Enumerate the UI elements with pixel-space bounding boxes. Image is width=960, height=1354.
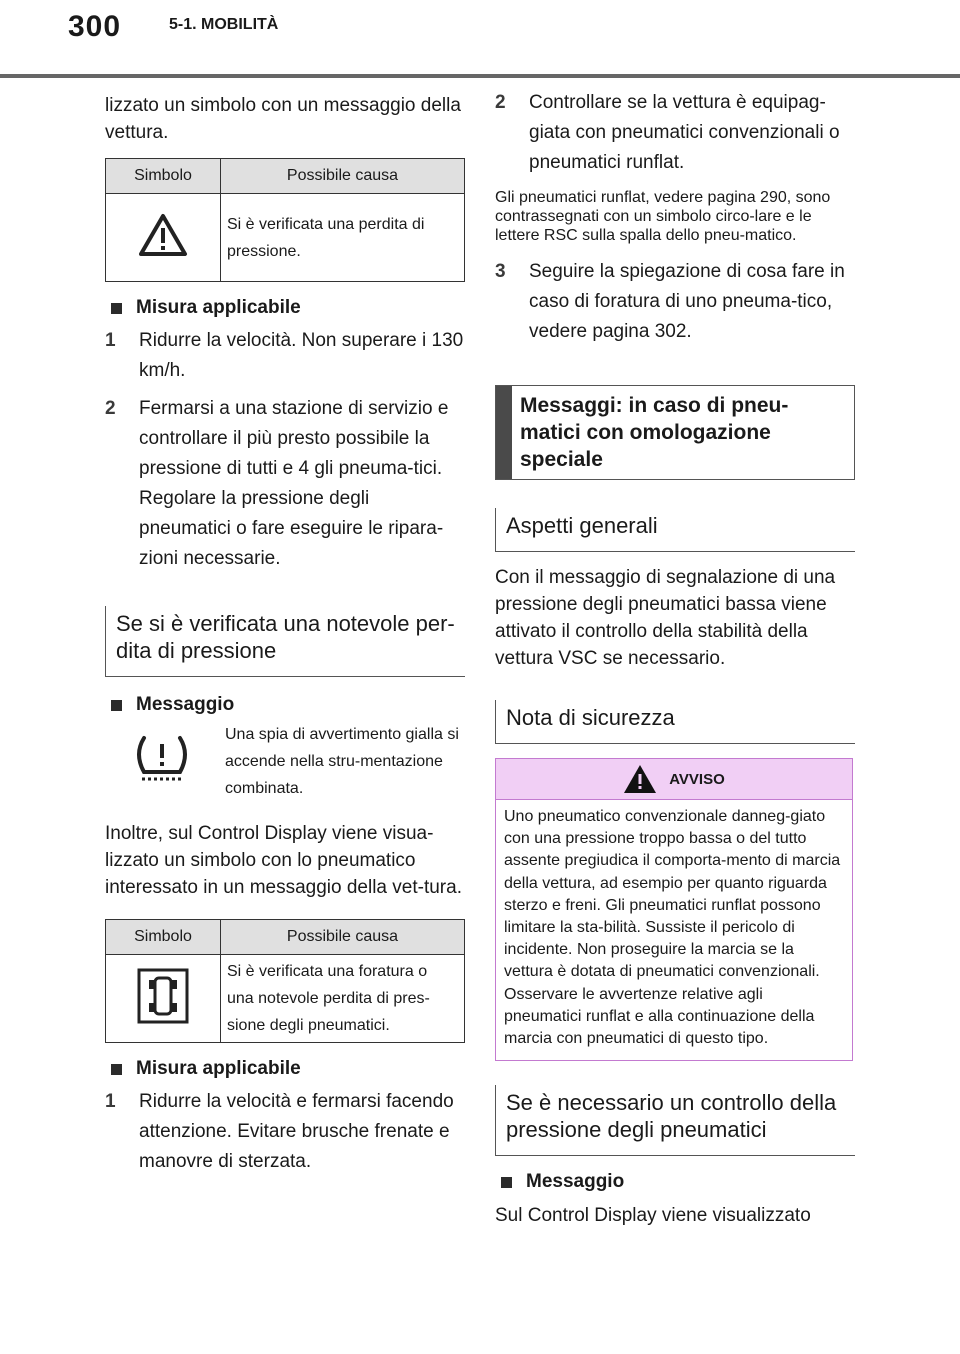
square-bullet-icon [111,1064,122,1075]
symbol-table-1 [105,158,465,282]
car-tire-top-view-icon [137,968,189,1024]
step-item: 1 Ridurre la velocità e fermarsi facendo attenzione. Evitare brusche frenate e manovre di sterzata. [105,1091,454,1172]
left-column [105,88,465,1177]
cause-cell: Si è verificata una foratura o una notevole perdita di pres-sione degli pneumatici. [221,955,465,1043]
warning-label: AVVISO [669,770,725,788]
measure-heading-2: Misura applicabile [105,1057,465,1081]
section-box-messages [495,385,855,480]
cause-cell: Si è verificata una perdita di pressione. [221,194,465,282]
col-cause: Possibile causa [221,159,465,194]
message-text: Una spia di avvertimento gialla si accende nella stru-mentazione combinata. [225,726,459,797]
section-box-title: Messaggi: in caso di pneu-matici con omologazione speciale [519,394,789,471]
square-bullet-icon [501,1177,512,1188]
square-bullet-icon [111,303,122,314]
after-message-text: Inoltre, sul Control Display viene visua-lizzato un simbolo con lo pneumatico interessato in un messaggio della vet-tura. [105,823,462,898]
message-heading: Messaggio [105,693,465,717]
measure-steps-1 [105,326,465,574]
page-header [0,0,960,80]
section-heading-check: Se è necessario un controllo della pressione degli pneumatici [495,1085,855,1156]
message-row [105,721,465,802]
chapter-title: 5-1. MOBILITÀ [169,16,279,33]
step-item: 2 Fermarsi a una stazione di servizio e controllare il più presto possibile la pressione di tutti e 4 gli pneuma-tici. Regolare la pressione degli pneumatici o fare eseguire le ripara-zioni necessarie. [105,398,449,569]
step-item: 3 Seguire la spiegazione di cosa fare in caso di foratura di uno pneuma-tico, vedere pagina 302. [495,261,845,342]
warning-header [496,759,852,800]
tire-pressure-warning-icon [130,732,194,786]
general-text: Con il messaggio di segnalazione di una pressione degli pneumatici bassa viene attivato il controllo della stabilità della vettura VSC se necessario. [495,567,836,669]
symbol-table-2 [105,919,465,1043]
measure-steps-2 [105,1087,465,1177]
step-item: 2 Controllare se la vettura è equipag-giata con pneumatici convenzionali o pneumatici runflat. [495,92,840,173]
measure-heading-1: Misura applicabile [105,296,465,320]
col-cause: Possibile causa [221,920,465,955]
warning-box [495,758,853,1061]
symbol-cell [106,955,221,1043]
symbol-cell [106,194,221,282]
runflat-note: Gli pneumatici runflat, vedere pagina 290, sono contrassegnati con un simbolo circo-lare e le lettere RSC sulla spalla dello pneu-matico. [495,189,831,244]
warning-triangle-icon [623,764,657,794]
section-box-bar [496,386,512,479]
col-symbol: Simbolo [106,159,221,194]
message-heading-right: Messaggio [495,1170,855,1194]
right-column [495,88,855,1229]
section-heading-general: Aspetti generali [495,508,855,552]
square-bullet-icon [111,700,122,711]
section-heading-safety: Nota di sicurezza [495,700,855,744]
section-heading-loss: Se si è verificata una notevole per-dita di pressione [105,606,465,677]
step-item: 1 Ridurre la velocità. Non superare i 130 km/h. [105,330,464,381]
warning-text: Uno pneumatico convenzionale danneg-giato con una pressione troppo bassa o del tutto assente pregiudica il comporta-mento di marcia della vettura, ad esempio per quanto riguarda sterzo e freni. Gli pneumatici runflat possono limitare la sta-bilità. Sussiste il pericolo di incidente. Non proseguire la marcia se la vettura è dotata di pneumatici convenzionali. Osservare le avvertenze relative agli pneumatici runflat e alla continuazione della marcia con pneumatici di questo tipo. [504,808,841,1048]
warning-triangle-icon [138,213,188,257]
header-divider [0,74,960,78]
intro-text: lizzato un simbolo con un messaggio della vettura. [105,95,461,143]
page-number: 300 [68,10,122,43]
col-symbol: Simbolo [106,920,221,955]
message-text-right: Sul Control Display viene visualizzato [495,1205,811,1227]
